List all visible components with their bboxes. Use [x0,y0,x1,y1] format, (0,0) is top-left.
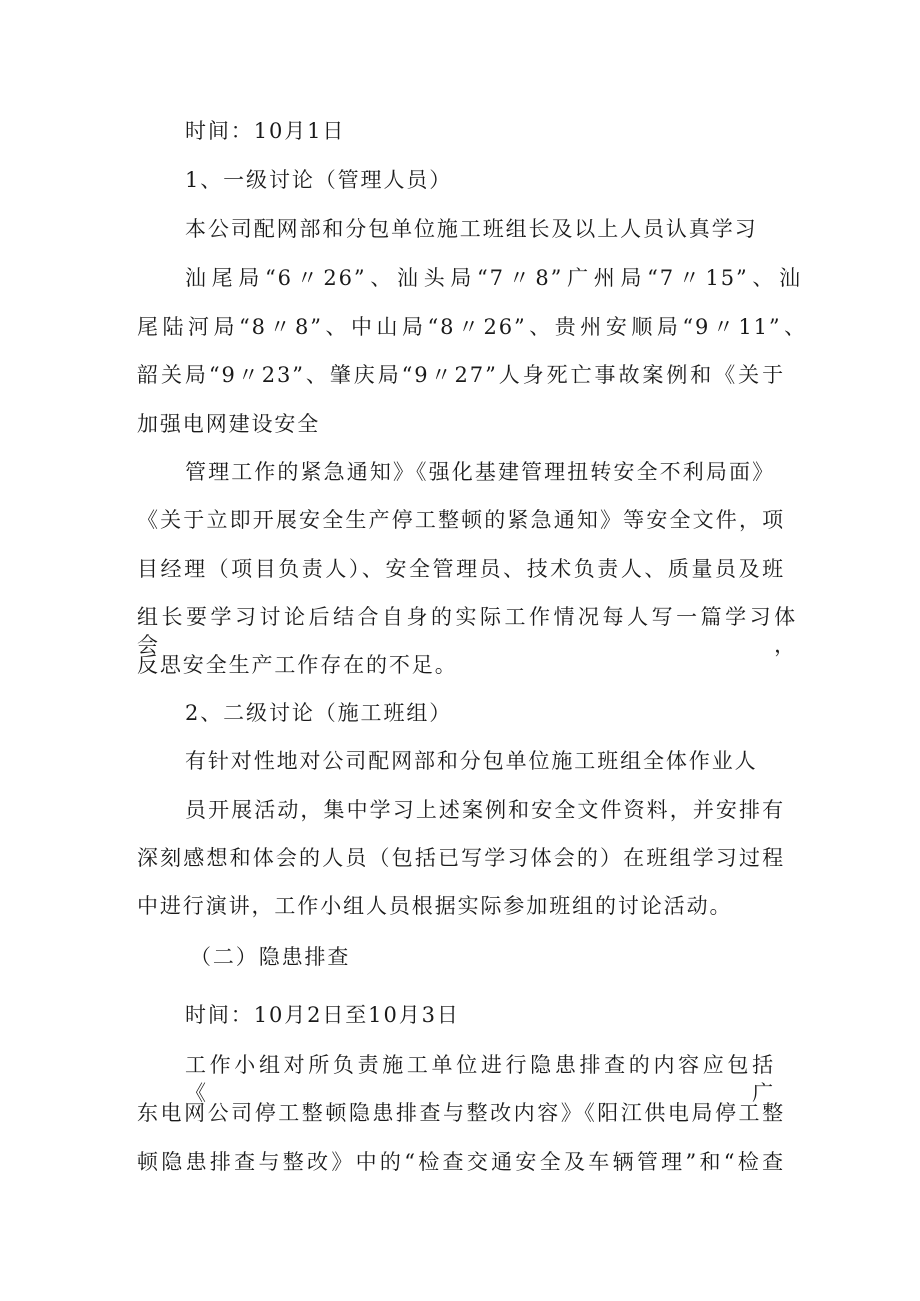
paragraph-line: 中进行演讲，工作小组人员根据实际参加班组的讨论活动。 [137,894,733,918]
paragraph-line: 汕尾局“6〃26”、汕头局“7〃8”广州局“7〃15”、汕 [185,266,802,290]
paragraph-line: 反思安全生产工作存在的不足。 [137,653,458,677]
time-line-2: 时间：10月2日至10月3日 [185,1003,460,1027]
paragraph-line: 管理工作的紧急通知》《强化基建管理扭转安全不利局面》 [185,460,775,484]
paragraph-line: 组长要学习讨论后结合自身的实际工作情况每人写一篇学习体会， [137,605,797,657]
paragraph-line: 员开展活动，集中学习上述案例和安全文件资料，并安排有 [185,798,785,822]
paragraph-line: 加强电网建设安全 [137,412,321,436]
paragraph-line: 韶关局“9〃23”、肇庆局“9〃27”人身死亡事故案例和《关于 [137,363,785,387]
section-heading-level1-discussion: 1、一级讨论（管理人员） [185,168,453,192]
paragraph-line: 东电网公司停工整顿隐患排查与整改内容》《阳江供电局停工整 [137,1101,785,1125]
paragraph-line: 顿隐患排查与整改》中的“检查交通安全及车辆管理”和“检查 [137,1150,785,1174]
paragraph-line: 目经理（项目负责人）、安全管理员、技术负责人、质量员及班 [137,557,785,581]
paragraph-line: 深刻感想和体会的人员（包括已写学习体会的）在班组学习过程 [137,846,785,870]
paragraph-line: 有针对性地对公司配网部和分包单位施工班组全体作业人 [185,749,758,773]
paragraph-line: 工作小组对所负责施工单位进行隐患排查的内容应包括《广 [185,1053,775,1105]
section-heading-level2-discussion: 2、二级讨论（施工班组） [185,701,453,725]
paragraph-line: 《关于立即开展安全生产停工整顿的紧急通知》等安全文件，项 [137,508,785,532]
paragraph-line: 本公司配网部和分包单位施工班组长及以上人员认真学习 [185,217,758,241]
section-heading-hazard-check: （二）隐患排查 [190,945,351,969]
paragraph-line: 尾陆河局“8〃8”、中山局“8〃26”、贵州安顺局“9〃11”、 [137,315,807,339]
time-line-1: 时间：10月1日 [185,119,346,143]
